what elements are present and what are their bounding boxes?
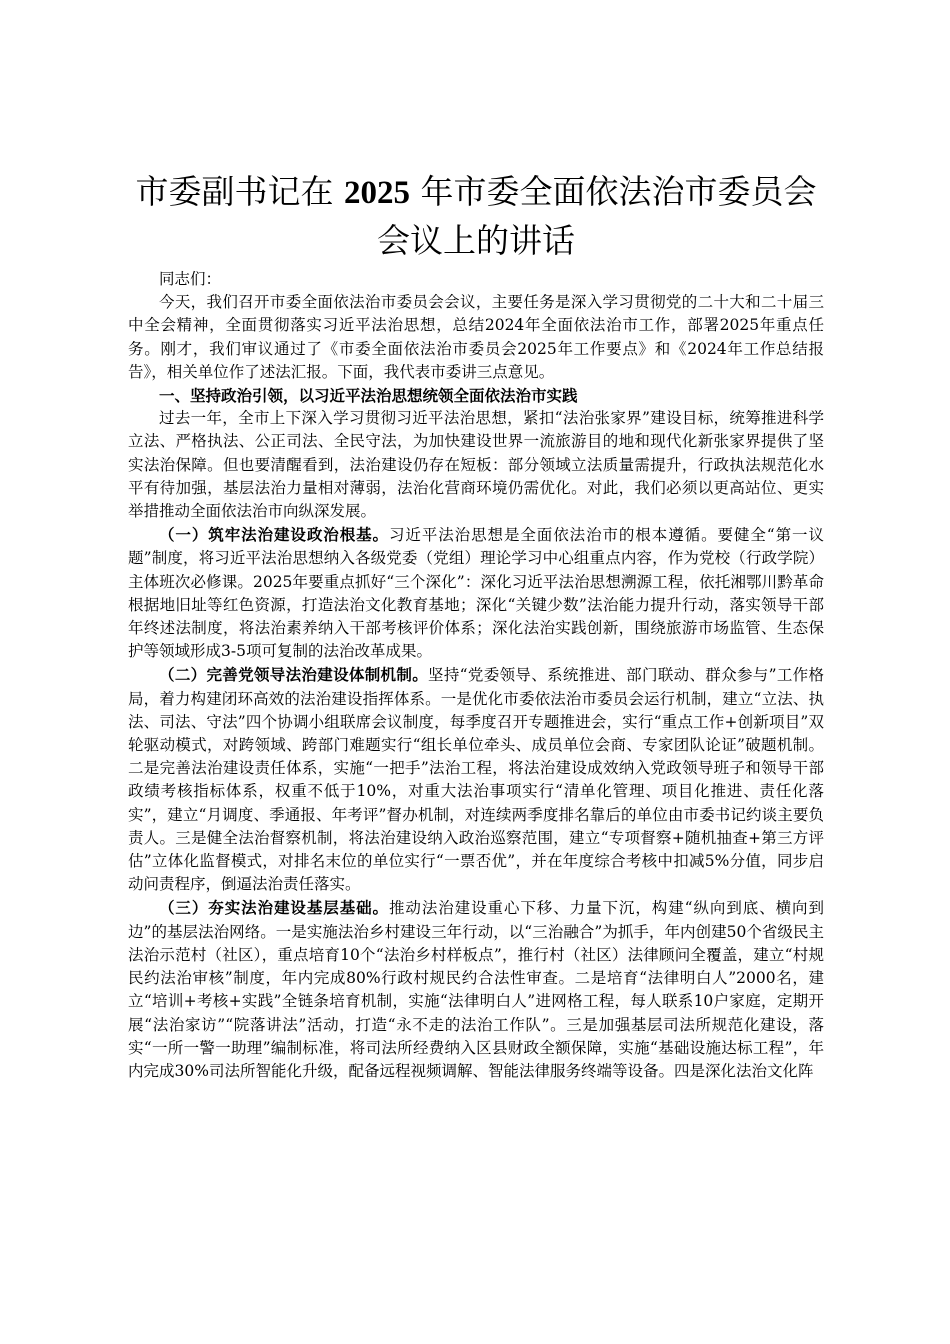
document-title xyxy=(128,168,824,265)
title-prefix: 市委副书记在 xyxy=(135,172,344,211)
subsection-2-paragraph xyxy=(128,663,824,896)
subsection-2-heading: （二）完善党领导法治建设体制机制。 xyxy=(159,665,429,685)
subsection-3-paragraph xyxy=(128,896,824,1083)
intro-paragraph: 今天，我们召开市委全面依法治市委员会会议，主要任务是深入学习贯彻党的二十大和二十届三中全会精神，全面贯彻落实习近平法治思想，总结2024年全面依法治市工作，部署2025年重点任务。刚才，我们审议通过了《市委全面依法治市委员会2025年工作要点》和《2024年工作总结报告》，相关单位作了述法汇报。下面，我代表市委讲三点意见。 xyxy=(128,293,824,381)
document-body xyxy=(128,268,824,1083)
title-year: 2025 xyxy=(344,175,410,211)
subsection-3-text: 推动法治建设重心下移、力量下沉，构建“纵向到底、横向到边”的基层法治网络。一是实施法治乡村建设三年行动，以“三治融合”为抓手，年内创建50个省级民主法治示范村（社区），重点培育10个“法治乡村样板点”，推行村（社区）法律顾问全覆盖，建立“村规民约法治审核”制度，年内完成80%行政村规民约合法性审查。二是培育“法律明白人”2000名，建立“培训+考核+实践”全链条培育机制，实施“法律明白人”进网格工程，每人联系10户家庭，定期开展“法治家访”“院落讲法”活动，打造“永不走的法治工作队”。三是加强基层司法所规范化建设，落实“一所一警一助理”编制标准，将司法所经费纳入区县财政全额保障，实施“基础设施达标工程”，年内完成30%司法所智能化升级，配备远程视频调解、智能法律服务终端等设备。四是深化法治文化阵 xyxy=(128,899,824,1080)
subsection-1-paragraph xyxy=(128,523,824,663)
section-1-paragraph: 过去一年，全市上下深入学习贯彻习近平法治思想，紧扣“法治张家界”建设目标，统筹推进科学立法、严格执法、公正司法、全民守法，为加快建设世界一流旅游目的地和现代化新张家界提供了坚实法治保障。但也要清醒看到，法治建设仍存在短板：部分领域立法质量需提升，行政执法规范化水平有待加强，基层法治力量相对薄弱，法治化营商环境仍需优化。对此，我们必须以更高站位、更实举措推动全面依法治市向纵深发展。 xyxy=(128,409,824,521)
subsection-3-heading: （三）夯实法治建设基层基础。 xyxy=(159,898,389,918)
title-suffix: 年市委全面依法治市委员会会议上的讲话 xyxy=(377,172,817,260)
subsection-1-heading: （一）筑牢法治建设政治根基。 xyxy=(159,525,389,545)
greeting: 同志们： xyxy=(159,270,222,288)
document-page xyxy=(128,168,824,1083)
subsection-2-text: 坚持“党委领导、系统推进、部门联动、群众参与”工作格局，着力构建闭环高效的法治建设指挥体系。一是优化市委依法治市委员会运行机制，建立“立法、执法、司法、守法”四个协调小组联席会议制度，每季度召开专题推进会，实行“重点工作+创新项目”双轮驱动模式，对跨领域、跨部门难题实行“组长单位牵头、成员单位会商、专家团队论证”破题机制。二是完善法治建设责任体系，实施“一把手”法治工程，将法治建设成效纳入党政领导班子和领导干部政绩考核指标体系，权重不低于10%，对重大法治事项实行“清单化管理、项目化推进、责任化落实”，建立“月调度、季通报、年考评”督办机制，对连续两季度排名靠后的单位由市委书记约谈主要负责人。三是健全法治督察机制，将法治建设纳入政治巡察范围，建立“专项督察+随机抽查+第三方评估”立体化监督模式，对排名末位的单位实行“一票否优”，并在年度综合考核中扣减5%分值，同步启动问责程序，倒逼法治责任落实。 xyxy=(128,666,824,894)
section-1-heading: 一、坚持政治引领，以习近平法治思想统领全面依法治市实践 xyxy=(159,386,578,406)
subsection-1-text: 习近平法治思想是全面依法治市的根本遵循。要健全“第一议题”制度，将习近平法治思想纳入各级党委（党组）理论学习中心组重点内容，作为党校（行政学院）主体班次必修课。2025年要重点抓好“三个深化”：深化习近平法治思想溯源工程，依托湘鄂川黔革命根据地旧址等红色资源，打造法治文化教育基地；深化“关键少数”法治能力提升行动，落实领导干部年终述法制度，将法治素养纳入干部考核评价体系；深化法治实践创新，围绕旅游市场监管、生态保护等领域形成3-5项可复制的法治改革成果。 xyxy=(128,526,824,661)
